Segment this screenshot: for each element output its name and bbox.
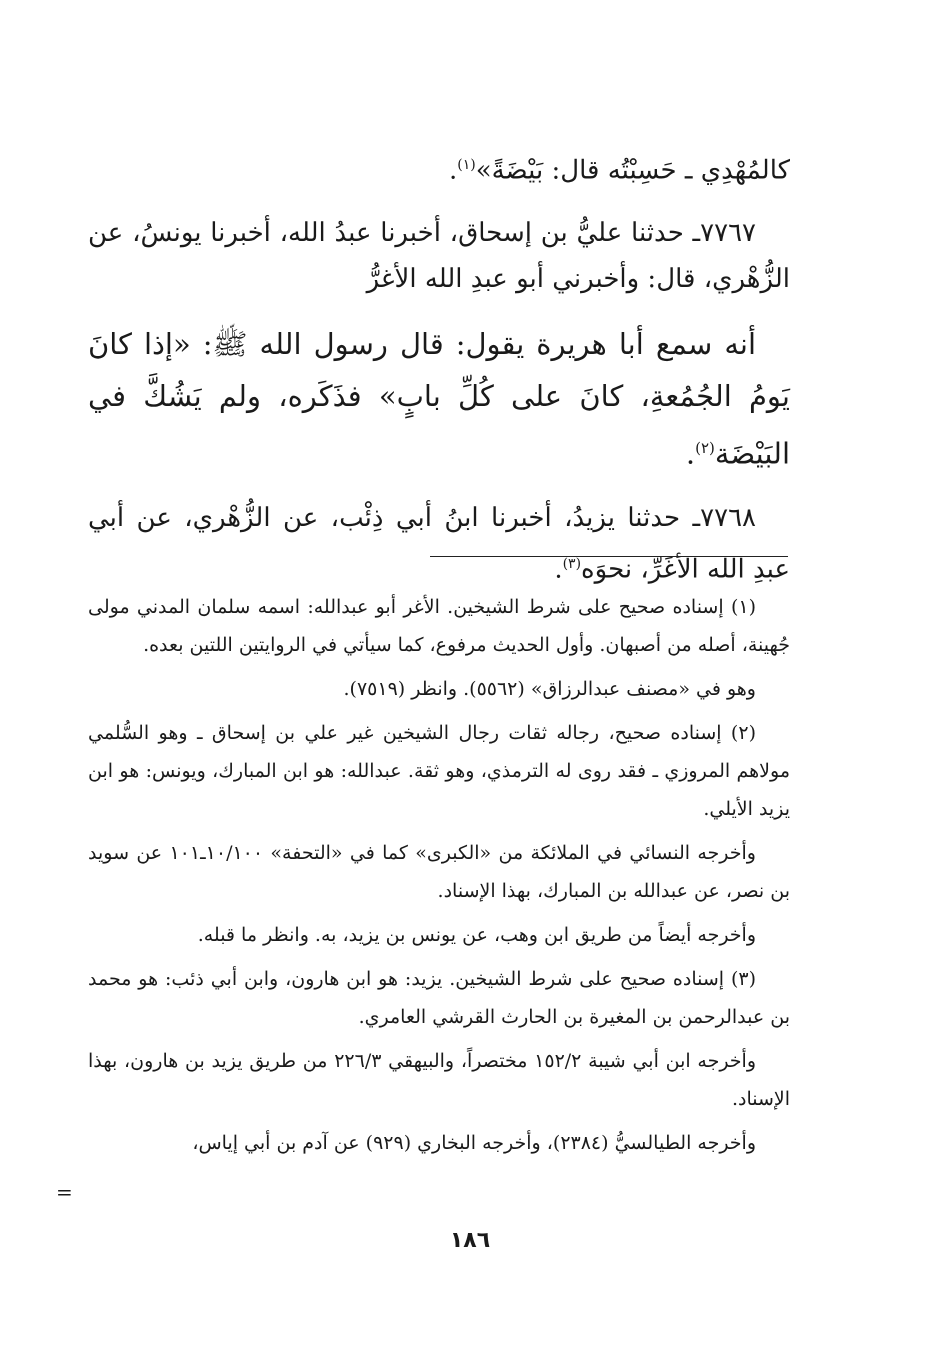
hadith-7767: ٧٧٦٧ـ حدثنا عليُّ بن إسحاق، أخبرنا عبدُ الله، أخبرنا يونسُ، عن الزُّهْري، قال: وأخبرني أبو عبدِ الله الأغرُّ	[88, 217, 790, 294]
continuation-mark: =	[56, 1180, 73, 1204]
line-top: كالمُهْدِي ـ حَسِبْتُه قال: بَيْضَةً»$^{(١)}$.	[448, 155, 790, 186]
footnote-ref-2[interactable]: (٢)	[695, 438, 715, 457]
footnote-ref-1[interactable]: (١)	[457, 157, 476, 173]
footnote-separator	[430, 556, 788, 557]
footnote-ref-3[interactable]: (٣)	[562, 556, 582, 573]
footnote-2-cont-a: وأخرجه النسائي في الملائكة من «الكبرى» كما في «التحفة» ١٠/١٠٠ـ١٠١ عن سويد بن نصر، عن عبدالله بن المبارك، بهذا الإسناد.	[88, 842, 790, 902]
footnote-3-cont-b: وأخرجه الطيالسيُّ (٢٣٨٤)، وأخرجه البخاري (٩٢٩) عن آدم بن أبي إياس،	[192, 1132, 756, 1154]
footnotes	[88, 588, 790, 1162]
page-number: ١٨٦	[449, 1228, 491, 1253]
footnote-1-cont: وهو في «مصنف عبدالرزاق» (٥٥٦٢). وانظر (٧٥١٩).	[343, 678, 756, 700]
footnote-2-cont-b: وأخرجه أيضاً من طريق ابن وهب، عن يونس بن يزيد، به. وانظر ما قبله.	[197, 924, 756, 946]
footnote-1: (١) إسناده صحيح على شرط الشيخين. الأغر أبو عبدالله: اسمه سلمان المدني مولى جُهينة، أصله من أصبهان. وأول الحديث مرفوع، كما سيأتي في الروايتين اللتين بعده.	[88, 596, 790, 656]
matn-7767: أنه سمع أبا هريرة يقول: قال رسول الله ﷺ: «إذا كانَ يَومُ الجُمُعةِ، كانَ على كُلِّ بابٍ» فذَكَره، ولم يَشُكَّ في البَيْضَة$^{(٢)}$.	[88, 326, 790, 471]
main-text	[88, 142, 790, 593]
footnote-2: (٢) إسناده صحيح، رجاله ثقات رجال الشيخين غير علي بن إسحاق ـ وهو السُّلمي مولاهم المروزي ـ فقد روى له الترمذي، وهو ثقة. عبدالله: هو ابن المبارك، ويونس: هو ابن يزيد الأيلي.	[88, 722, 790, 820]
footnote-3-cont-a: وأخرجه ابن أبي شيبة ١٥٢/٢ مختصراً، والبيهقي ٢٢٦/٣ من طريق يزيد بن هارون، بهذا الإسناد.	[88, 1050, 790, 1110]
footnote-3: (٣) إسناده صحيح على شرط الشيخين. يزيد: هو ابن هارون، وابن أبي ذئب: هو محمد بن عبدالرحمن بن المغيرة بن الحارث القرشي العامري.	[88, 968, 790, 1028]
hadith-7768: ٧٧٦٨ـ حدثنا يزيدُ، أخبرنا ابنُ أبي ذِئْب، عن الزُّهْري، عن أبي عبدِ الله الأغَرِّ، نحوَه$^{(٣)}$.	[88, 503, 790, 585]
